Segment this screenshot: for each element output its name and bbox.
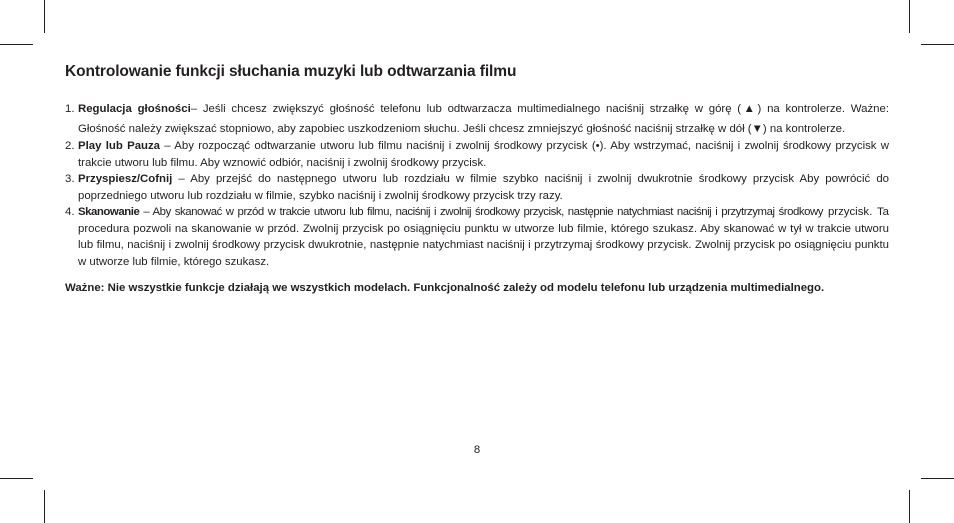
item-term: Przyspiesz/Cofnij — [78, 173, 173, 185]
page-title: Kontrolowanie funkcji słuchania muzyki lub odtwarzania filmu — [65, 63, 517, 80]
crop-mark-bottom-right-horizontal — [921, 478, 954, 479]
item-term: Play lub Pauza — [78, 140, 161, 152]
instructions-list — [65, 99, 889, 270]
list-item-volume — [65, 99, 889, 139]
item-text: – Aby rozpocząć odtwarzanie utworu lub filmu naciśnij i zwolnij środkowy przycisk (•). Aby wstrzymać, naciśnij i zwolnij środkowy przycisk w trakcie utworu lub filmu. Aby wznowić odbiór, naciśnij i zwolnij środkowy przycisk. — [78, 140, 889, 169]
item-text-continued: przycisk. Ta procedura pozwoli na skanowanie w przód. Zwolnij przycisk po osiągnięciu punktu w utworze lub filmie, którego szukasz. Aby skanować w tył w trakcie utworu lub filmu, naciśnij i zwolnij środkowy przycisk dwukrotnie, następnie natychmiast naciśnij i przytrzymaj środkowy przycisk. Zwolnij przycisk po osiągnięciu punktu w utworze lub filmie, którego szukasz. — [78, 206, 890, 268]
crop-mark-top-left-horizontal — [0, 44, 33, 45]
item-number: 3. — [65, 173, 75, 185]
crop-mark-top-right-horizontal — [921, 44, 954, 45]
important-note: Ważne: Nie wszystkie funkcje działają we wszystkich modelach. Funkcjonalność zależy od modelu telefonu lub urządzenia multimedialnego. — [65, 282, 825, 294]
list-item-play-pause — [65, 138, 889, 171]
item-term: Skanowanie — [78, 206, 140, 218]
page-number: 8 — [473, 444, 481, 456]
crop-mark-top-right-vertical — [909, 0, 910, 33]
list-item-scan — [65, 204, 889, 270]
item-text: – Jeśli chcesz zwiększyć głośność telefonu lub odtwarzacza multimedialnego naciśnij strzałkę w górę (▲) na kontrolerze. Ważne: Głośność należy zwiększać stopniowo, aby zapobiec uszkodzeniom słuchu. Jeśli chcesz zmniejszyć głośność naciśnij strzałkę w dół (▼) na kontrolerze. — [78, 103, 889, 135]
item-number: 2. — [65, 140, 75, 152]
crop-mark-top-left-vertical — [44, 0, 45, 33]
crop-mark-bottom-left-horizontal — [0, 478, 33, 479]
item-number: 1. — [65, 103, 75, 115]
item-term: Regulacja głośności — [78, 103, 191, 115]
item-number: 4. — [65, 206, 75, 218]
crop-mark-bottom-left-vertical — [44, 490, 45, 523]
item-text: – Aby skanować w przód w trakcie utworu lub filmu, naciśnij i zwolnij środkowy przycisk, następnie natychmiast naciśnij i przytrzymaj środkowy — [139, 206, 824, 218]
item-text: – Aby przejść do następnego utworu lub rozdziału w filmie szybko naciśnij i zwolnij dwukrotnie środkowy przycisk Aby powrócić do poprzedniego utworu lub rozdziału w filmie, szybko naciśnij i zwolnij środkowy przycisk trzy razy. — [78, 173, 889, 202]
list-item-skip — [65, 171, 889, 204]
crop-mark-bottom-right-vertical — [909, 490, 910, 523]
